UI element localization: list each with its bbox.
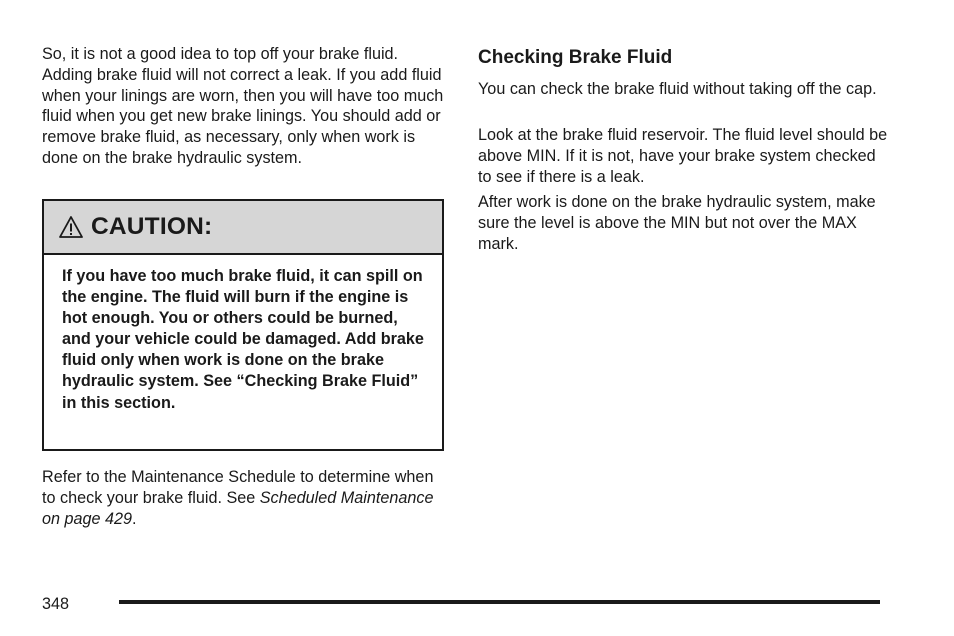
scheduled-maintenance-reference: Scheduled Maintenance on page 429 [42, 488, 434, 528]
paragraph-after-work: After work is done on the brake hydraulic system, make sure the level is above the MIN but not over the MAX mark. [478, 193, 876, 253]
caution-text: If you have too much brake fluid, it can spill on the engine. The fluid will burn if the engine is hot enough. You or others could be burned, and your vehicle could be damaged. Add brake fluid only when work is done on the brake hydraulic system. See “Checking Brake Fluid” in this section. [62, 267, 424, 412]
page-number: 348 [42, 595, 70, 613]
intro-paragraph: So, it is not a good idea to top off your brake fluid. Adding brake fluid will not correct a leak. If you add fluid when your linings are worn, then you will have too much fluid when you get new brake linings. You should add or remove brake fluid, as necessary, only when work is done on the brake hydraulic system. [42, 45, 444, 167]
paragraph-reservoir: Look at the brake fluid reservoir. The fluid level should be above MIN. If it is not, have your brake system checked to see if there is a leak. [478, 126, 888, 186]
refer-text: Refer to the Maintenance Schedule to determine when to check your brake fluid. See [42, 468, 434, 507]
refer-paragraph [42, 467, 444, 529]
caution-box [42, 199, 444, 451]
section-heading: Checking Brake Fluid [478, 47, 673, 68]
footer-rule [119, 600, 880, 604]
refer-end: . [132, 509, 137, 528]
caution-header [44, 201, 442, 255]
caution-title: CAUTION: [91, 213, 213, 240]
warning-triangle-icon [59, 215, 83, 239]
paragraph-check-without-cap: You can check the brake fluid without taking off the cap. [478, 80, 877, 98]
